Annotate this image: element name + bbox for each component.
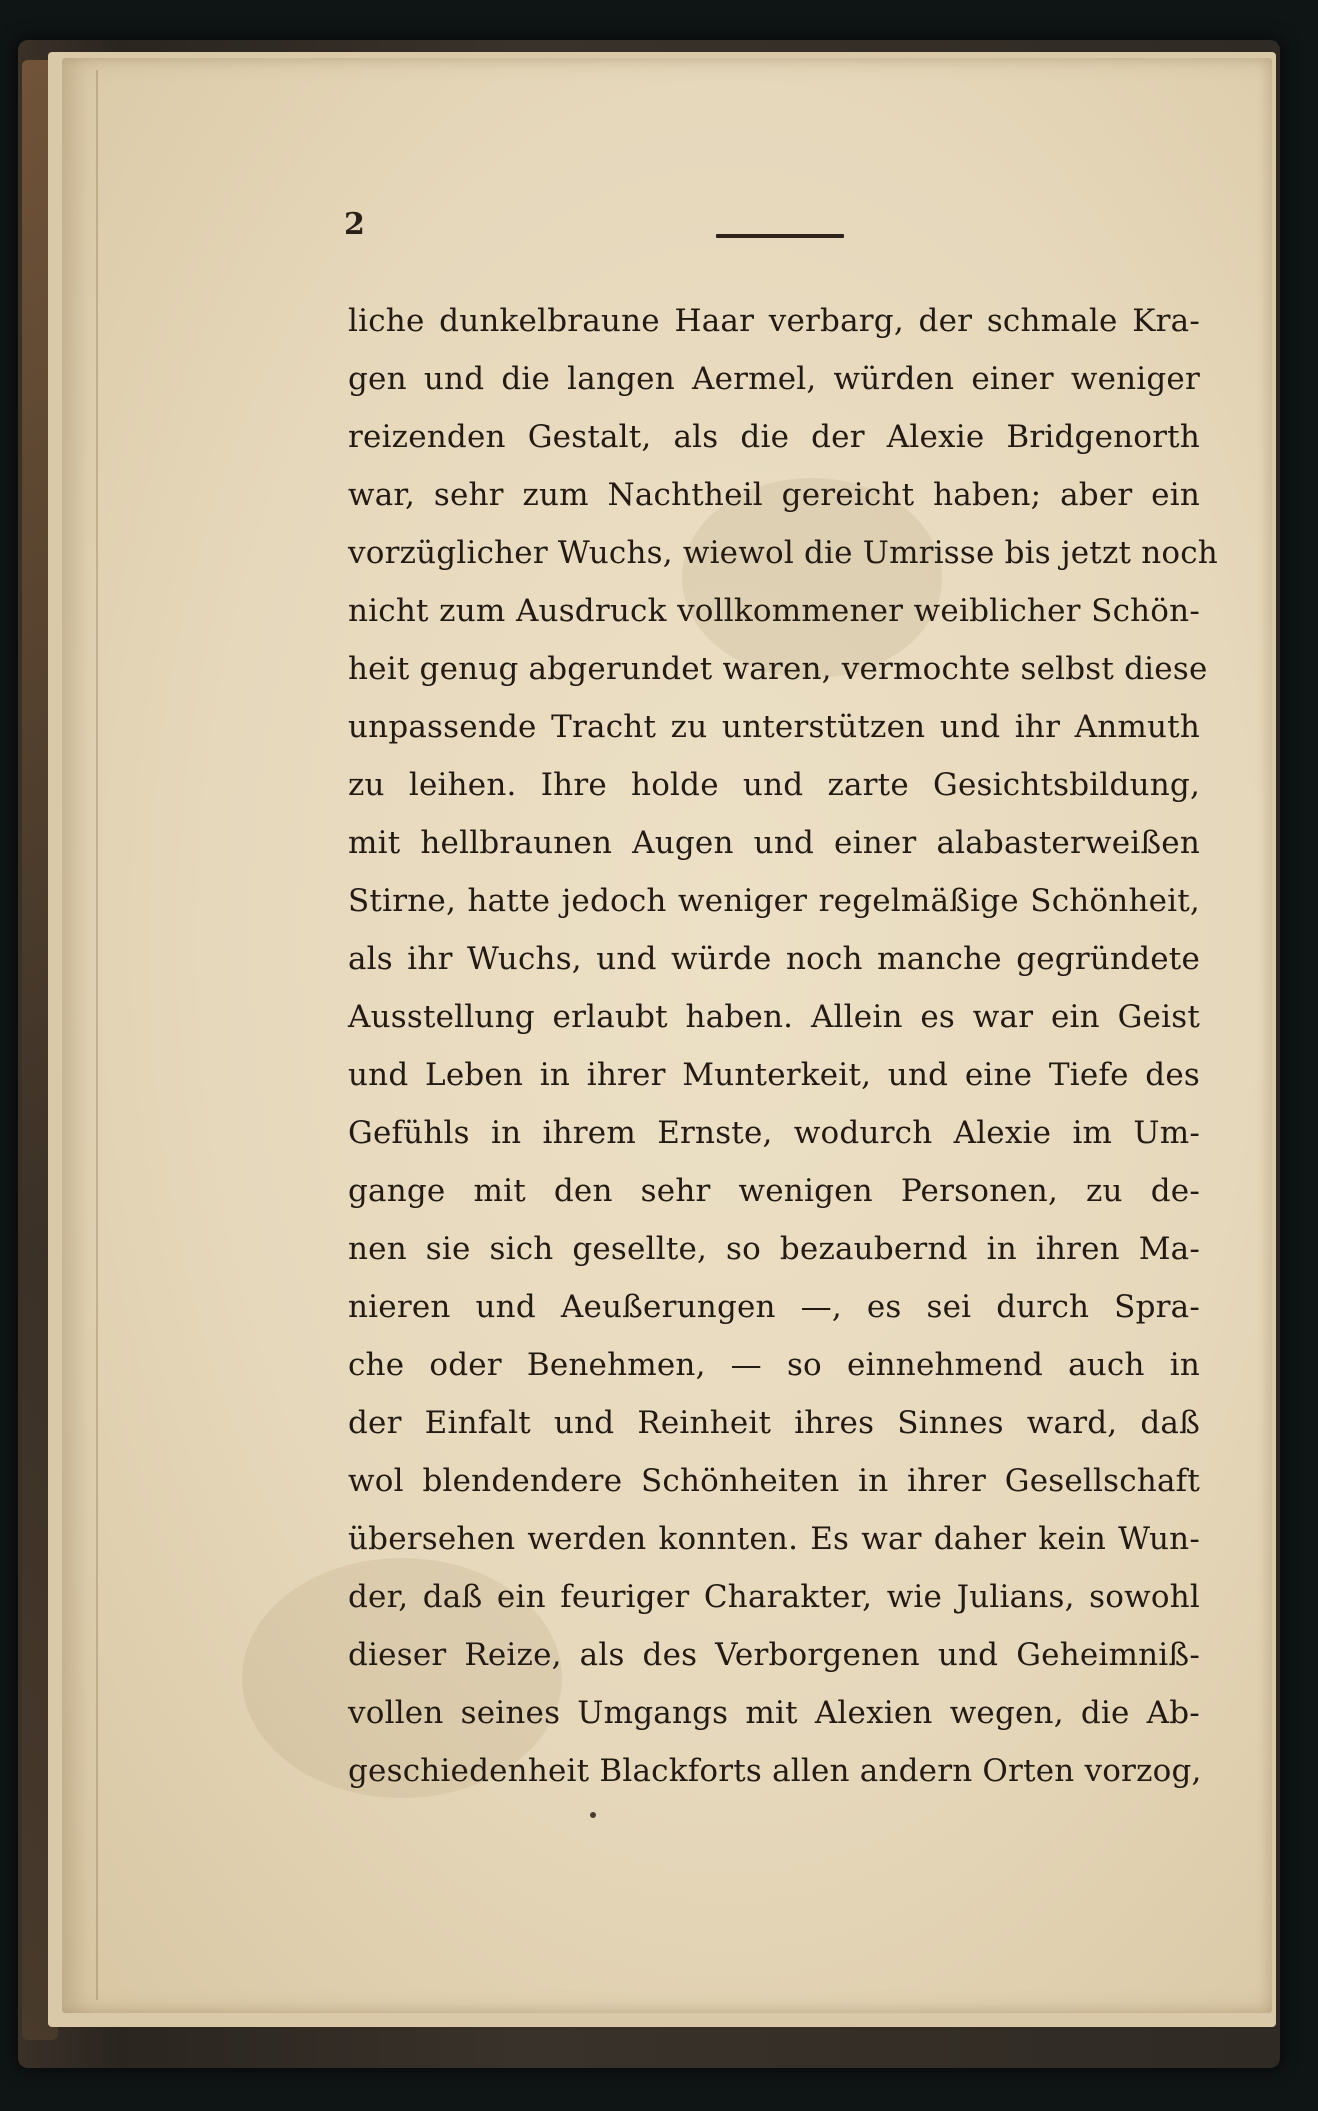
text-line: der Einfalt und Reinheit ihres Sinnes ward, daß <box>348 1405 1200 1441</box>
text-line: geschiedenheit Blackforts allen andern Orten vorzog, <box>348 1753 1202 1789</box>
text-line: unpassende Tracht zu unterstützen und ihr Anmuth <box>348 709 1200 745</box>
text-line: dieser Reize, als des Verborgenen und Geheimniß- <box>348 1637 1200 1673</box>
text-line: wol blendendere Schönheiten in ihrer Gesellschaft <box>348 1463 1200 1499</box>
text-line: Stirne, hatte jedoch weniger regelmäßige Schönheit, <box>348 883 1200 919</box>
text-line: Gefühls in ihrem Ernste, wodurch Alexie im Um- <box>348 1115 1200 1151</box>
text-line: war, sehr zum Nachtheil gereicht haben; aber ein <box>348 477 1200 513</box>
text-line: übersehen werden konnten. Es war daher kein Wun- <box>348 1521 1200 1557</box>
ink-speck <box>590 1812 596 1818</box>
text-line: als ihr Wuchs, und würde noch manche gegründete <box>348 941 1200 977</box>
text-line: mit hellbraunen Augen und einer alabasterweißen <box>348 825 1200 861</box>
text-line: der, daß ein feuriger Charakter, wie Julians, sowohl <box>348 1579 1200 1615</box>
text-line: nieren und Aeußerungen —, es sei durch Spra- <box>348 1289 1200 1325</box>
text-line: nicht zum Ausdruck vollkommener weiblicher Schön- <box>348 593 1200 629</box>
text-line: reizenden Gestalt, als die der Alexie Bridgenorth <box>348 419 1200 455</box>
text-line: gange mit den sehr wenigen Personen, zu de- <box>348 1173 1200 1209</box>
text-line: vorzüglicher Wuchs, wiewol die Umrisse bis jetzt noch <box>348 535 1218 571</box>
text-line: heit genug abgerundet waren, vermochte selbst diese <box>348 651 1208 687</box>
text-line: und Leben in ihrer Munterkeit, und eine Tiefe des <box>348 1057 1200 1093</box>
text-line: gen und die langen Aermel, würden einer weniger <box>348 361 1200 397</box>
text-line: che oder Benehmen, — so einnehmend auch in <box>348 1347 1200 1383</box>
text-line: zu leihen. Ihre holde und zarte Gesichtsbildung, <box>348 767 1200 803</box>
text-line: Ausstellung erlaubt haben. Allein es war ein Geist <box>348 999 1200 1035</box>
text-line: nen sie sich gesellte, so bezaubernd in ihren Ma- <box>348 1231 1200 1267</box>
text-line: vollen seines Umgangs mit Alexien wegen, die Ab- <box>348 1695 1200 1731</box>
body-text <box>348 292 1218 1800</box>
page-number: 2 <box>344 207 365 242</box>
header-rule <box>716 234 844 238</box>
page-edge-line <box>96 70 98 2000</box>
text-line: liche dunkelbraune Haar verbarg, der schmale Kra- <box>348 303 1200 339</box>
